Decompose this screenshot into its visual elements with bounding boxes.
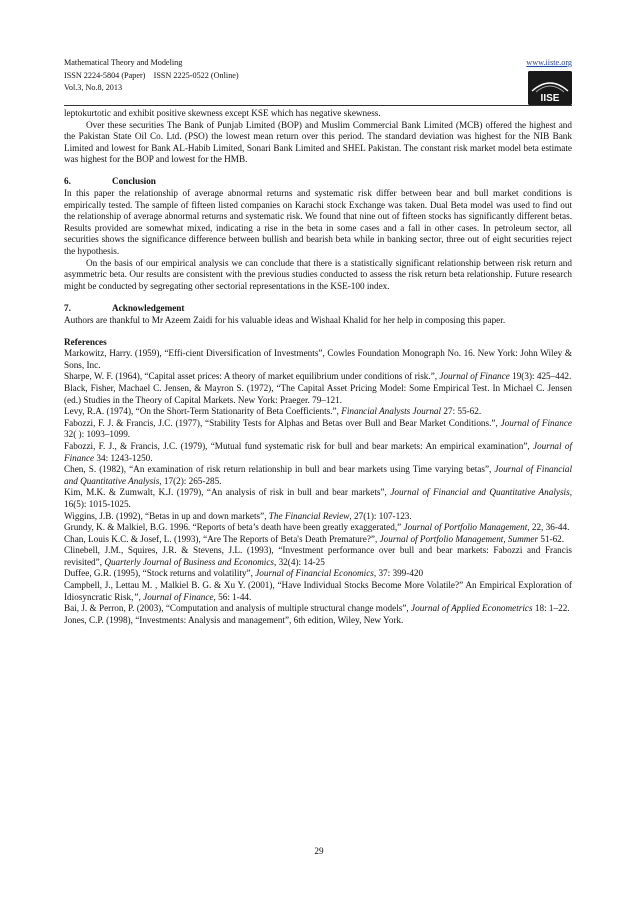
reference-entry: [64, 348, 572, 371]
reference-text: Jones, C.P. (1998), “Investments: Analysis and management”, 6th edition, Wiley, New York.: [64, 614, 404, 625]
acknowledgement-paragraph: Authors are thankful to Mr Azeem Zaidi for his valuable ideas and Wishaal Khalid for her help in composing this paper.: [64, 314, 506, 325]
reference-details: 32( ): 1093–1099.: [64, 429, 131, 440]
section-title: Acknowledgement: [112, 302, 185, 313]
conclusion-paragraph-2: On the basis of our empirical analysis we can conclude that there is a statistically significant relationship between risk return and asymmetric beta. Our results are consistent with the previous studies conducted to assess the risk return beta relationship. Future research might be conducted by segregating other sectorial representations in the KSE-100 index.: [64, 257, 572, 291]
reference-entry: [64, 406, 572, 418]
reference-journal: Quarterly Journal of Business and Economics: [104, 556, 275, 567]
reference-journal: Journal of Finance: [64, 440, 573, 463]
issn-line: ISSN 2224-5804 (Paper) ISSN 2225-0522 (Online): [64, 70, 239, 80]
reference-text: Markowitz, Harry. (1959), “Effi-cient Diversification of Investments”, Cowles Foundation Monograph No. 16. New York: John Wiley & Sons, Inc.: [64, 348, 572, 370]
conclusion-paragraph-1: In this paper the relationship of average abnormal returns and systematic risk differ between bear and bull market conditions is empirically tested. The sample of fifteen listed companies on Karachi stock Exchange was taken. Dual Beta model was used to find out the relationship of average abnormal returns and systematic risk. We found that nine out of fifteen stocks has significantly different betas. Results provided are somewhat mixed, indicating a rise in the beta in some cases and a fall in other cases. In petroleum sector, all securities shows the significance difference between bullish and bearish beta while in banking sector, three out of eight securities reject the hypothesis.: [64, 188, 572, 257]
volume-line: Vol.3, No.8, 2013: [64, 83, 123, 92]
journal-name: Mathematical Theory and Modeling: [64, 58, 183, 67]
reference-journal: ”, Journal of Finance: [133, 591, 214, 602]
reference-entry: [64, 545, 572, 568]
reference-journal: The Financial Review: [268, 510, 350, 521]
reference-details: , 16(5): 1015-1025.: [64, 487, 572, 509]
journal-url-link[interactable]: www.iiste.org: [526, 58, 572, 67]
reference-entry: [64, 534, 572, 546]
reference-entry: [64, 371, 572, 383]
page-number: 29: [314, 846, 324, 856]
reference-journal: Journal of Portfolio Management, Summer: [379, 533, 539, 544]
reference-journal: Journal of Financial Economics,: [255, 568, 377, 579]
reference-text: Sharpe, W. F. (1964), “Capital asset prices: A theory of market equilibrium under conditions of risk.”,: [64, 371, 440, 382]
reference-details: 51-62.: [538, 533, 565, 544]
reference-details: 27: 55-62.: [441, 406, 482, 417]
reference-journal: Journal of Finance: [439, 371, 510, 382]
reference-details: , 17(2): 265-285.: [159, 475, 222, 486]
reference-entry: [64, 441, 572, 464]
reference-journal: Journal of Financial and Quantitative Analysis: [64, 464, 573, 486]
results-paragraph-1: leptokurtotic and exhibit positive skewness except KSE which has negative skewness.: [64, 108, 381, 118]
reference-entry: [64, 580, 572, 603]
reference-journal: Journal of Applied Econometrics: [411, 603, 533, 614]
reference-entry: [64, 615, 572, 627]
reference-text: Chan, Louis K.C. & Josef, L. (1993), “Are The Reports of Beta's Death Premature?”,: [64, 533, 380, 544]
reference-details: 19(3): 425–442.: [509, 371, 572, 382]
logo-text: IISE: [540, 93, 560, 104]
section-heading-acknowledgement: [64, 303, 572, 315]
reference-entry: [64, 383, 572, 406]
reference-details: , 32(4): 14-25: [274, 556, 325, 567]
reference-details: , 22, 36-44.: [527, 522, 570, 533]
reference-text: Fabozzi, F. J. & Francis, J.C. (1977), “Stability Tests for Alphas and Betas over Bull and Bear Market Conditions.”,: [64, 417, 501, 428]
reference-journal: Financial Analysts Journal: [341, 406, 442, 417]
reference-text: Duffee, G.R. (1995), “Stock returns and volatility”,: [64, 568, 256, 579]
reference-text: Clinebell, J.M., Squires, J.R. & Stevens, J.L. (1993), “Investment performance over bull and bear markets: Fabozzi and Francis revisited”,: [64, 545, 572, 567]
reference-text: Chen, S. (1982), “An examination of risk return relationship in bull and bear markets using Time varying betas”,: [64, 464, 495, 475]
reference-entry: [64, 522, 572, 534]
section-number: 7.: [64, 302, 71, 313]
section-number: 6.: [64, 176, 71, 187]
reference-details: 18: 1–22.: [532, 603, 570, 614]
reference-entry: [64, 568, 572, 580]
page-header: [64, 57, 572, 95]
reference-journal: Journal of Portfolio Management: [403, 522, 528, 533]
reference-details: , 56: 1-44.: [213, 591, 252, 602]
reference-text: Fabozzi, F. J., & Francis, J.C. (1979), “Mutual fund systematic risk for bull and bear markets: An empirical examination”,: [64, 440, 533, 451]
reference-entry: [64, 603, 572, 615]
iiste-logo: [528, 71, 572, 105]
results-paragraph-2: Over these securities The Bank of Punjab Limited (BOP) and Muslim Commercial Bank Limited (MCB) offered the highest and the Pakistan State Oil Co. Ltd. (PSO) the lowest mean return over this period. The standard deviation was highest for the NIB Bank Limited and lowest for Bank AL-Habib Limited, Sonari Bank Limited and SHEL Pakistan. The constant risk market model beta estimate was highest for the BOP and lowest for the HMB.: [64, 119, 572, 165]
section-heading-conclusion: [64, 176, 572, 188]
reference-text: Wiggins, J.B. (1992), “Betas in up and down markets”,: [64, 510, 269, 521]
reference-details: 37: 399-420: [376, 568, 424, 579]
reference-entry: [64, 487, 572, 510]
reference-journal: Journal of Finance: [500, 417, 572, 428]
reference-list: [64, 348, 572, 626]
reference-details: , 27(1): 107-123.: [349, 510, 412, 521]
reference-entry: [64, 464, 572, 487]
reference-text: Bai, J. & Perron, P. (2003), “Computation and analysis of multiple structural change models”,: [64, 603, 412, 614]
reference-details: 34: 1243-1250.: [94, 452, 153, 463]
reference-entry: [64, 418, 572, 441]
reference-text: Kim, M.K. & Zumwalt, K.J. (1979), “An analysis of risk in bull and bear markets”,: [64, 487, 391, 498]
reference-entry: [64, 511, 572, 523]
reference-text: Levy, R.A. (1974), “On the Short-Term Stationarity of Beta Coefficients.”,: [64, 406, 342, 417]
page-body: [64, 108, 572, 626]
section-title: Conclusion: [112, 176, 156, 187]
references-heading: References: [64, 336, 107, 347]
reference-text: Black, Fisher, Machael C. Jensen, & Mayron S. (1972), “The Capital Asset Pricing Model: Some Empirical Test. In Michael C. Jensen (ed.) Studies in the Theory of Capital Markets. New York: Praeger. 79–121.: [64, 382, 572, 405]
reference-journal: Journal of Financial and Quantitative Analysis: [390, 487, 570, 498]
header-divider: [64, 105, 572, 106]
reference-text: Grundy, K. & Malkiel, B.G. 1996. “Reports of beta’s death have been greatly exaggerated,”: [64, 522, 404, 533]
reference-text: Campbell, J., Lettau M. , Malkiel B. G. & Xu Y. (2001), “Have Individual Stocks Become More Volatile?” An Empirical Exploration of Idiosyncratic Risk,: [64, 580, 572, 602]
